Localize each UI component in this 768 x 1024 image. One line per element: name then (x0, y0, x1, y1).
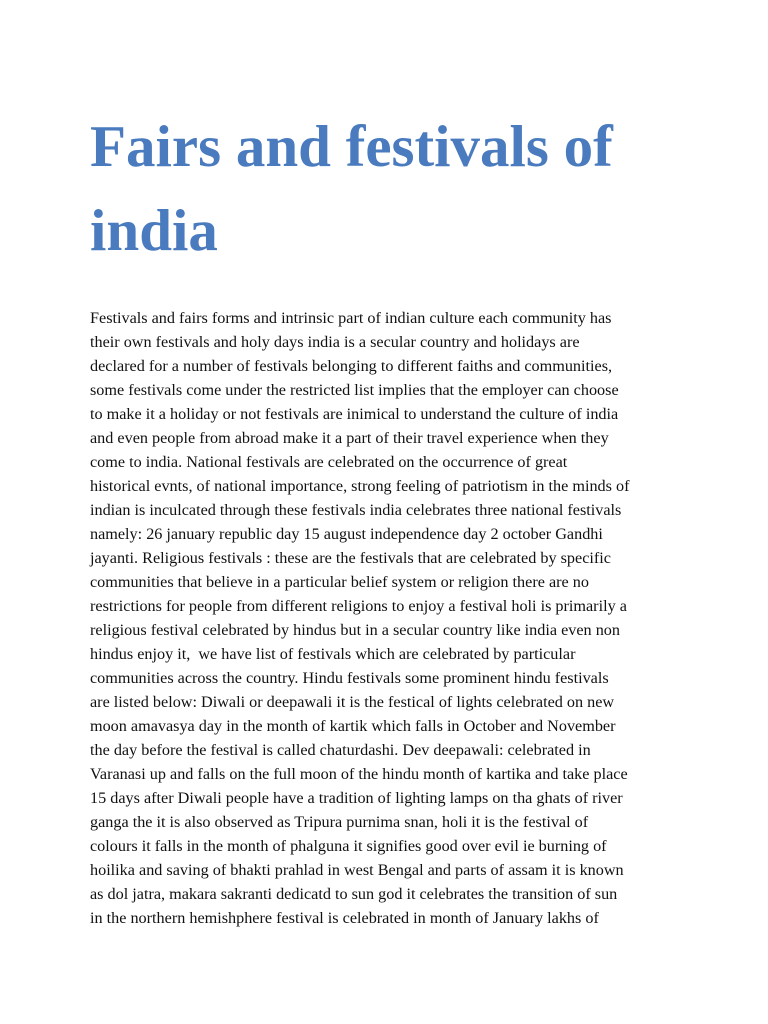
document-title: Fairs and festivals of india (90, 113, 613, 263)
document-body-paragraph: Festivals and fairs forms and intrinsic part of indian culture each community has their own festivals and holy days india is a secular country and holidays are declared for a number of festivals belonging to different faiths and communities, some festivals come under the restricted list implies that the employer can choose to make it a holiday or not festivals are inimical to understand the culture of india and even people from abroad make it a part of their travel experience when they come to india. National festivals are celebrated on the occurrence of great historical evnts, of national importance, strong feeling of patriotism in the minds of indian is inculcated through these festivals india celebrates three national festivals namely: 26 january republic day 15 august independence day 2 october Gandhi jayanti. Religious festivals : these are the festivals that are celebrated by specific communities that believe in a particular belief system or religion there are no restrictions for people from different religions to enjoy a festival holi is primarily a religious festival celebrated by hindus but in a secular country like india even non hindus enjoy it, we have list of festivals which are celebrated by particular communities across the country. Hindu festivals some prominent hindu festivals are listed below: Diwali or deepawali it is the festical of lights celebrated on new moon amavasya day in the month of kartik which falls in October and November the day before the festival is called chaturdashi. Dev deepawali: celebrated in Varanasi up and falls on the full moon of the hindu month of kartika and take place 15 days after Diwali people have a tradition of lighting lamps on tha ghats of river ganga the it is also observed as Tripura purnima snan, holi it is the festival of colours it falls in the month of phalguna it signifies good over evil ie burning of hoilika and saving of bhakti prahlad in west Bengal and parts of assam it is known as dol jatra, makara sakranti dedicatd to sun god it celebrates the transition of sun in the northern hemishphere festival is celebrated in month of January lakhs of (90, 309, 630, 927)
